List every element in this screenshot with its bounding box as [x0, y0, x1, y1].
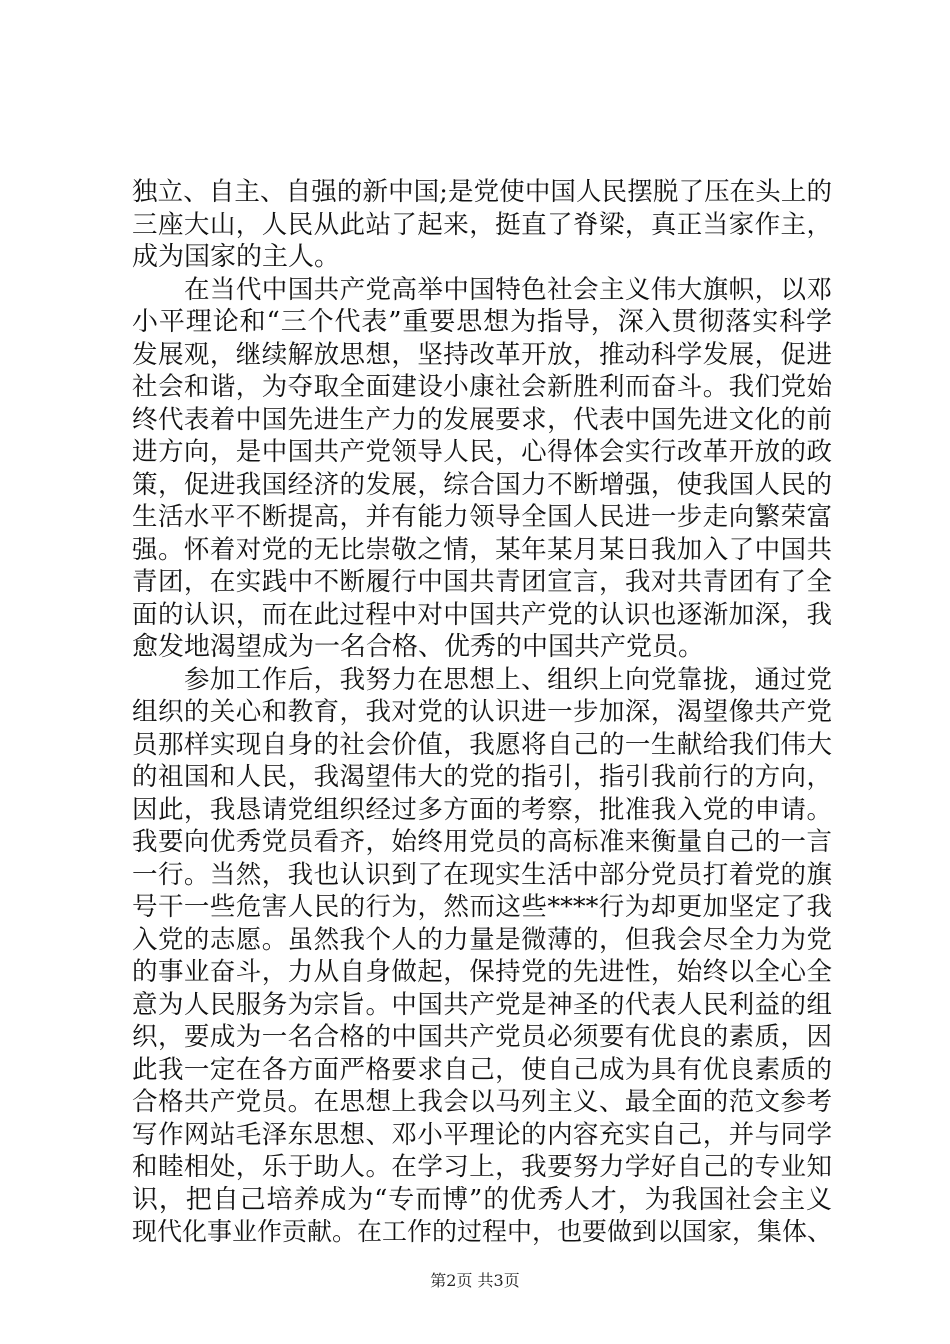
text-line: 意为人民服务为宗旨。中国共产党是神圣的代表人民利益的组 — [132, 989, 832, 1020]
text-line: 三座大山，人民从此站了起来，挺直了脊梁，真正当家作主， — [132, 209, 832, 240]
text-line: 成为国家的主人。 — [132, 242, 341, 272]
text-line: 组织的关心和教育，我对党的认识进一步加深，渴望像共产党 — [132, 697, 832, 727]
text-line: 号干一些危害人民的行为，然而这些****行为却更加坚定了我 — [132, 892, 832, 922]
text-line: 员那样实现自身的社会价值，我愿将自己的一生献给我们伟大 — [132, 729, 832, 760]
text-line: 写作网站毛泽东思想、邓小平理论的内容充实自己，并与同学 — [132, 1119, 832, 1150]
body-text — [132, 176, 832, 1249]
text-line: 策，促进我国经济的发展，综合国力不断增强，使我国人民的 — [132, 469, 832, 500]
text-line: 现代化事业作贡献。在工作的过程中，也要做到以国家，集体、 — [132, 1217, 833, 1246]
text-line: 愈发地渴望成为一名合格、优秀的中国共产党员。 — [132, 632, 705, 662]
text-line: 和睦相处，乐于助人。在学习上，我要努力学好自己的专业知 — [132, 1152, 832, 1182]
text-line: 参加工作后，我努力在思想上、组织上向党靠拢，通过党 — [184, 664, 832, 695]
text-line: 一行。当然，我也认识到了在现实生活中部分党员打着党的旗 — [132, 859, 832, 890]
text-line: 进方向，是中国共产党领导人民，心得体会实行改革开放的政 — [132, 437, 832, 467]
text-line: 在当代中国共产党高举中国特色社会主义伟大旗帜，以邓 — [184, 274, 832, 305]
text-line: 终代表着中国先进生产力的发展要求，代表中国先进文化的前 — [132, 404, 832, 435]
text-line: 的祖国和人民，我渴望伟大的党的指引，指引我前行的方向， — [132, 762, 832, 792]
text-line: 的事业奋斗，力从自身做起，保持党的先进性，始终以全心全 — [132, 957, 832, 987]
page-footer: 第2页 共3页 — [430, 1271, 520, 1290]
text-line: 独立、自主、自强的新中国;是党使中国人民摆脱了压在头上的 — [132, 177, 832, 207]
text-line: 生活水平不断提高，并有能力领导全国人民进一步走向繁荣富 — [132, 502, 832, 532]
text-line: 入党的志愿。虽然我个人的力量是微薄的，但我会尽全力为党 — [132, 924, 832, 955]
text-line: 我要向优秀党员看齐，始终用党员的高标准来衡量自己的一言 — [132, 827, 832, 857]
text-line: 小平理论和“三个代表”重要思想为指导，深入贯彻落实科学 — [132, 307, 832, 337]
text-line: 青团，在实践中不断履行中国共青团宣言，我对共青团有了全 — [132, 567, 832, 597]
text-line: 社会和谐，为夺取全面建设小康社会新胜利而奋斗。我们党始 — [132, 372, 832, 402]
text-line: 发展观，继续解放思想，坚持改革开放，推动科学发展，促进 — [132, 339, 832, 370]
text-line: 识，把自己培养成为“专而博”的优秀人才，为我国社会主义 — [132, 1184, 832, 1215]
text-line: 面的认识，而在此过程中对中国共产党的认识也逐渐加深，我 — [132, 599, 832, 630]
text-line: 此我一定在各方面严格要求自己，使自己成为具有优良素质的 — [132, 1054, 832, 1085]
text-line: 合格共产党员。在思想上我会以马列主义、最全面的范文参考 — [132, 1087, 832, 1117]
text-line: 强。怀着对党的无比崇敬之情，某年某月某日我加入了中国共 — [132, 534, 832, 565]
text-line: 织，要成为一名合格的中国共产党员必须要有优良的素质，因 — [132, 1022, 832, 1052]
text-line: 因此，我恳请党组织经过多方面的考察，批准我入党的申请。 — [132, 794, 832, 825]
